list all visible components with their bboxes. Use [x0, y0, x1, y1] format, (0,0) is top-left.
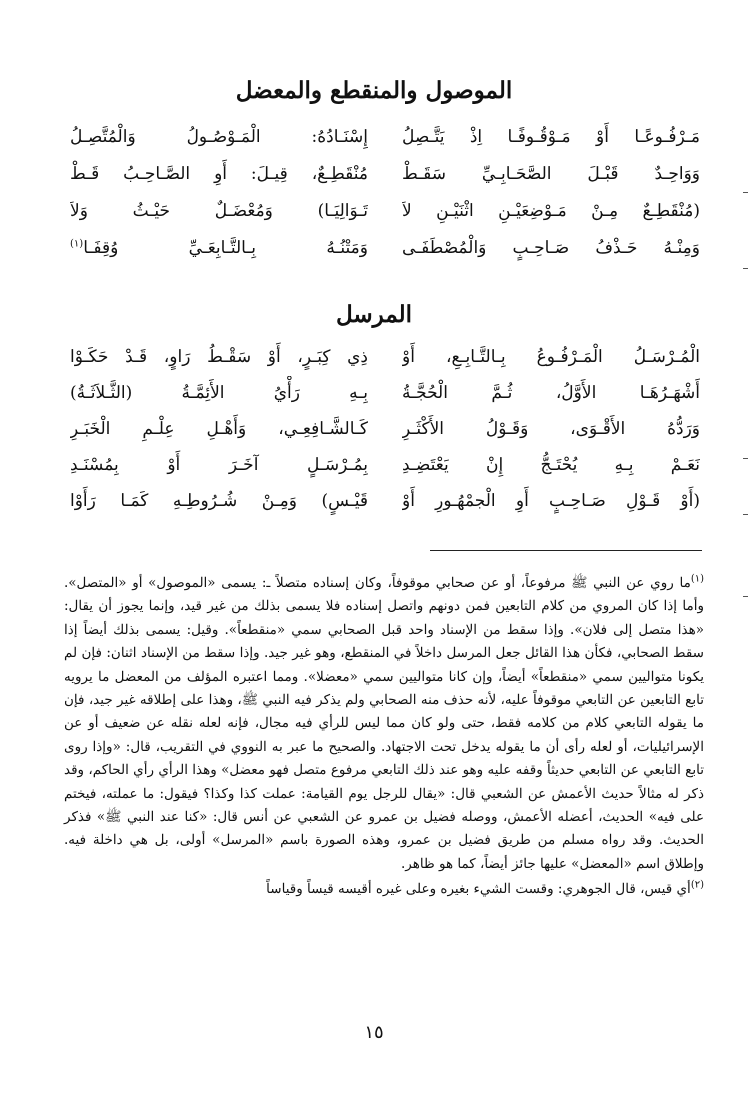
verse-line: [70, 120, 700, 157]
page-number: ١٥: [364, 1022, 384, 1043]
verse-second-hemistich: ذِي كِبَـرٍ، أَوْ سَقْـطُ رَاوٍ، قَـدْ حَكَـوْا: [70, 347, 368, 367]
verse-second-hemistich: إِسْنَـادُهُ: الْمَـوْصُـولُ وَالْمُتَّصِـلُ: [70, 127, 368, 147]
verse-first-hemistich: (أَوْ قَـوْلِ صَـاحِـبٍ أَوِ الْجمْهُـورِ أَوْ: [402, 491, 700, 511]
verse-line: [70, 376, 700, 412]
verse-first-hemistich: وَوَاحِـدٌ قَبْـلَ الصَّحَـابِـيِّ سَقَـطْ: [402, 164, 700, 184]
verse-line: [70, 340, 700, 376]
footnote-marker-1: (١): [70, 238, 84, 250]
verse-line: [70, 448, 700, 484]
verse-second-hemistich: تَـوَالِيَـا) وَمُعْضَـلٌ حَيْـثُ وَلاَ: [70, 201, 368, 221]
footnote-number-2: (٢): [690, 879, 704, 891]
section-title-mawsul: الموصول والمنقطع والمعضل: [235, 77, 513, 104]
footnote-text: ما روي عن النبي ﷺ مرفوعاً، أو عن صحابي موقوفاً، وكان إسناده متصلاً ـ: يسمى «الموصول» أو «المتصل». وأما إذا كان المروي من كلام التابعين فمن دونهم واتصل إسناده فلا يسمى بذلك من غير قيد، وإنما يجوز أن يقال: «هذا متصل إلى فلان». وإذا سقط من الإسناد واحد قبل الصحابي سمي «منقطعاً». وقيل: يسمى بذلك أيضاً إذا سقط الصحابي، فكأن هذا القائل جعل المرسل داخلاً في المنقطع، وهو غير جيد. وإذا سقط من الإسناد اثنان: فإن لم يكونا متواليين سمي «منقطعاً» أيضاً، وإن كانا متواليين سمي «معضلا». ومما اعتبره المؤلف من المعضل ما يرويه تابع التابعين عن التابعي موقوفاً عليه، لأنه حذف منه الصحابي ولم يذكر فيه النبي ﷺ، وهذا على إطلاقه غير جيد، فإن ما يقوله التابعي كلام من كلامه فقط، حتى ولو كان مما ليس للرأي فيه مجال، فإنه لعله نقله عن ضعيف أو عن الإسرائيليات، أو لعله رأى أن ما يقوله يدخل تحت الاجتهاد. والصحيح ما عبر به النووي في التقريب، قال: «وإذا روى تابع التابعي عن التابعي حديثاً وقفه عليه وهو عند ذلك التابعي مرفوع متصل فهو معضل» وهذا الرأي رأي الحاكم، وقد ذكر له مثالاً حديث الأعمش عن الشعبي قال: «يقال للرجل يوم القيامة: عملت كذا وكذا؟ فيقول: ما عملته، فيختم على فيه» الحديث، أعضله الأعمش، ووصله فضيل بن عمرو عن الشعبي عن أنس قال: «كنا عند النبي ﷺ» فذكر الحديث. وقد رواه مسلم من طريق فضيل بن عمرو، وهذه الصورة باسم «المرسل» أولى، بل هي داخلة فيه. وإطلاق اسم «المعضل» عليها جائز أيضاً، كما هو ظاهر.: [64, 575, 704, 872]
verse-line: [70, 194, 700, 231]
verse-first-hemistich: (مُنْقَطِـعٌ مِـنْ مَـوْضِعَيْـنِ اثْنَيْـنِ لاَ: [402, 201, 700, 221]
verse-line: [70, 231, 700, 268]
verse-block-mawsul: [70, 120, 700, 268]
footnote-2: [64, 878, 704, 901]
footnotes: [64, 572, 704, 902]
verse-text: وَمَتْنُـهُ بِـالتَّـابِعَـيِّ وُقِفَـا: [83, 238, 368, 258]
footnote-1: [64, 572, 704, 876]
scan-edge-mark: [743, 596, 748, 597]
verse-second-hemistich: [70, 231, 368, 265]
verse-first-hemistich: الْمُـرْسَـلُ الْمَـرْفُـوعُ بِـالتَّـابِـعِ، أَوْ: [402, 347, 700, 367]
verse-line: [70, 484, 700, 520]
verse-first-hemistich: نَعَـمْ بِـهِ يُحْتَـجُّ إِنْ يَعْتَضِـدِ: [402, 455, 700, 475]
verse-second-hemistich: بِمُـرْسَـلٍ آخَـرَ أَوْ بِمُسْنَـدِ: [70, 455, 368, 475]
footnote-number-1: (١): [690, 573, 704, 585]
scan-edge-mark: [743, 458, 748, 459]
verse-line: [70, 412, 700, 448]
verse-first-hemistich: مَـرْفُـوعًـا أَوْ مَـوْقُـوفًـا اِذْ يَتَّـصِلُ: [402, 127, 700, 147]
scan-edge-mark: [743, 514, 748, 515]
verse-second-hemistich: [70, 484, 368, 518]
verse-first-hemistich: وَمِنْـهُ حَـذْفُ صَـاحِـبٍ وَالْمُصْطَفَـى: [402, 238, 700, 258]
verse-second-hemistich: مُنْقَطِـعٌ، قِيـلَ: أَوِ الصَّـاحِـبُ قَـطْ: [70, 164, 368, 184]
scan-edge-mark: [743, 192, 748, 193]
section-title-mursal: المرسل: [335, 301, 413, 328]
verse-text: قَيْـسٍ) وَمِـنْ شُـرُوطِـهِ كَمَـا رَأَوْا: [70, 491, 368, 511]
verse-second-hemistich: كَـالشَّـافِعِـي، وَأَهْـلِ عِلْـمِ الْخَبَـرِ: [70, 419, 368, 439]
verse-first-hemistich: أَشْهَـرُهَـا الأَوَّلُ، ثُـمَّ الْحُجَّـةُ: [402, 383, 700, 403]
scan-edge-mark: [743, 268, 748, 269]
verse-line: [70, 157, 700, 194]
verse-block-mursal: [70, 340, 700, 520]
verse-first-hemistich: وَرَدُّهُ الأَقْـوَى، وَقَـوْلُ الأَكْثَـرِ: [402, 419, 700, 439]
footnote-text: أي قيس، قال الجوهري: وقست الشيء بغيره وعلى غيره أقيسه قيساً وقياساً: [266, 881, 691, 898]
verse-second-hemistich: بِـهِ رَأْيُ الأَئِمَّـةُ (الثَّـلاَثَـةُ): [70, 383, 368, 403]
footnote-divider: [430, 550, 702, 551]
